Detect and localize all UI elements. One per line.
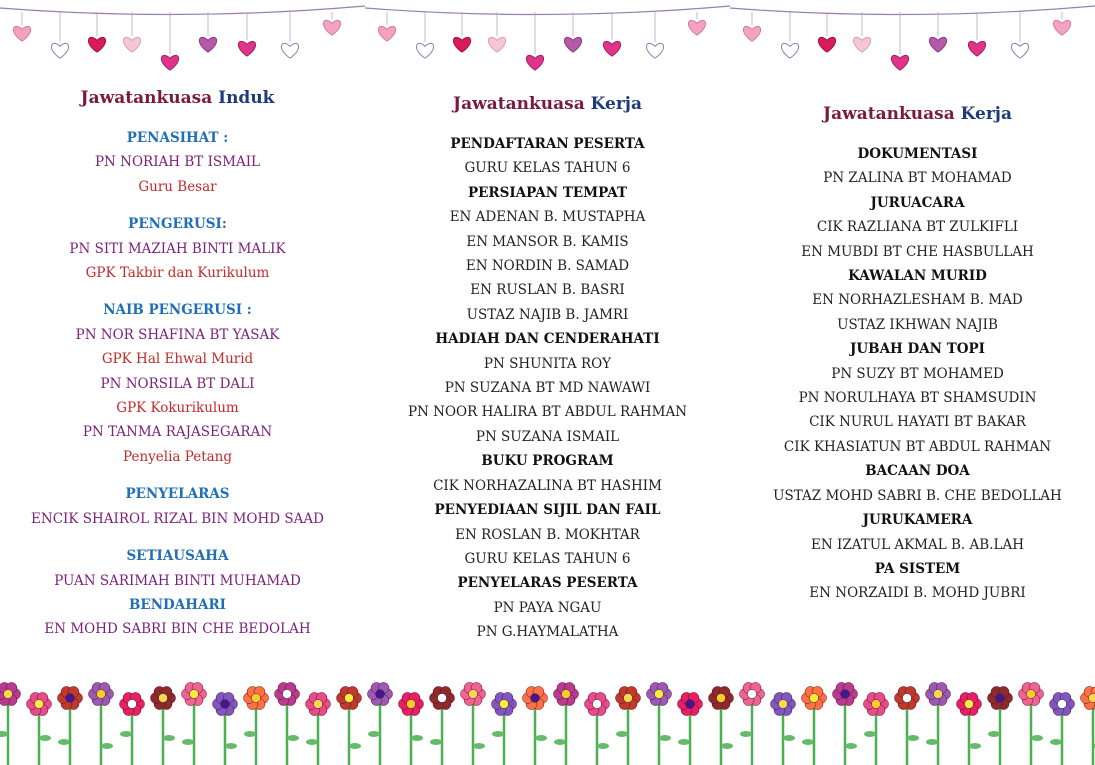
kerja-list [380, 132, 715, 645]
naib-pengerusi-heading: NAIB PENGERUSI : [103, 302, 252, 319]
heart-icon [603, 41, 620, 56]
naib-pengerusi-role: GPK Kokurikulum [116, 400, 239, 417]
committee-member: EN NORDIN B. SAMAD [465, 258, 630, 275]
committee-heading: PERSIAPAN TEMPAT [467, 184, 628, 201]
flower-icon [554, 682, 579, 705]
heart-icon [323, 20, 340, 35]
penasihat-role: Guru Besar [138, 178, 217, 195]
flower-icon [399, 692, 424, 715]
kerja-title: Jawatankuasa Kerja [453, 94, 642, 114]
committee-heading: BUKU PROGRAM [481, 453, 614, 470]
committee-heading: DOKUMENTASI [857, 146, 978, 162]
committee-heading: JURUKAMERA [862, 512, 973, 529]
heart-icon [453, 37, 470, 52]
committee-member: EN MUBDI BT CHE HASBULLAH [801, 243, 1034, 260]
committee-heading: KAWALAN MURID [848, 268, 987, 285]
penyelaras-heading: PENYELARAS [125, 486, 230, 503]
heart-icon [161, 55, 178, 70]
committee-member: CIK RAZLIANA BT ZULKIFLI [816, 219, 1019, 236]
kerja-list [745, 142, 1090, 606]
heart-icon [199, 37, 216, 52]
flower-icon [647, 682, 672, 705]
flower-icon [151, 686, 176, 709]
committee-member: PN NORULHAYA BT SHAMSUDIN [798, 390, 1037, 407]
flower-icon [306, 692, 331, 715]
committee-member: CIK KHASIATUN BT ABDUL RAHMAN [783, 438, 1052, 455]
flower-icon [120, 692, 145, 715]
committee-heading: PENDAFTARAN PESERTA [450, 136, 645, 152]
naib-pengerusi-name: PN NOR SHAFINA BT YASAK [75, 326, 280, 343]
flower-icon [802, 686, 827, 709]
committee-member: PN SUZANA ISMAIL [475, 428, 620, 445]
naib-pengerusi-role: Penyelia Petang [122, 448, 233, 465]
flower-icon [895, 686, 920, 709]
heart-icon [416, 43, 433, 58]
committee-member: EN ROSLAN B. MOKHTAR [455, 526, 640, 543]
flower-icon [1081, 686, 1095, 709]
committee-member: EN IZATUL AKMAL B. AB.LAH [811, 536, 1024, 553]
heart-icon [743, 26, 760, 41]
flower-icon [864, 692, 889, 715]
bendahari-name: EN MOHD SABRI BIN CHE BEDOLAH [44, 621, 311, 638]
bendahari-heading: BENDAHARI [129, 596, 226, 613]
committee-member: GURU KELAS TAHUN 6 [464, 160, 631, 177]
committee-member: CIK NORHAZALINA BT HASHIM [433, 477, 662, 494]
naib-pengerusi-role: GPK Hal Ehwal Murid [101, 351, 254, 368]
flower-icon [957, 692, 982, 715]
flower-icon [709, 686, 734, 709]
jawatankuasa-kerja-column-2 [745, 104, 1090, 606]
flower-icon [89, 682, 114, 705]
flower-border-decoration [0, 672, 1095, 765]
heart-icon [688, 20, 705, 35]
heart-icon [646, 43, 663, 58]
flower-icon [182, 682, 207, 705]
heart-icon [818, 37, 835, 52]
flower-icon [585, 692, 610, 715]
jawatankuasa-kerja-column-1 [380, 94, 715, 645]
committee-heading: HADIAH DAN CENDERAHATI [435, 331, 660, 348]
committee-member: PN SHUNITA ROY [483, 355, 612, 372]
induk-title: Jawatankuasa Induk [80, 88, 275, 108]
heart-icon [853, 37, 870, 52]
heart-icon [488, 37, 505, 52]
flower-icon [430, 686, 455, 709]
heart-icon [968, 41, 985, 56]
committee-heading: PA SISTEM [874, 560, 961, 577]
naib-pengerusi-name: PN NORSILA BT DALI [100, 375, 255, 392]
flower-icon [58, 686, 83, 709]
flower-icon [771, 692, 796, 715]
flower-icon [368, 682, 393, 705]
penasihat-name: PN NORIAH BT ISMAIL [94, 154, 261, 171]
heart-icon [891, 55, 908, 70]
heart-icon [88, 37, 105, 52]
heart-icon [13, 26, 30, 41]
penyelaras-name: ENCIK SHAIROL RIZAL BIN MOHD SAAD [31, 510, 324, 527]
committee-member: PN ZALINA BT MOHAMAD [823, 170, 1012, 187]
heart-icon [1053, 20, 1070, 35]
committee-heading: PENYEDIAAN SIJIL DAN FAIL [434, 502, 661, 519]
flower-icon [926, 682, 951, 705]
flower-icon [1050, 692, 1075, 715]
pengerusi-heading: PENGERUSI: [128, 216, 227, 233]
flower-icon [678, 692, 703, 715]
heart-icon [781, 43, 798, 58]
heart-icon [929, 37, 946, 52]
pengerusi-role: GPK Takbir dan Kurikulum [85, 265, 270, 282]
committee-member: USTAZ NAJIB B. JAMRI [466, 306, 629, 323]
flower-icon [988, 686, 1013, 709]
heart-icon [123, 37, 140, 52]
committee-member: EN NORHAZLESHAM B. MAD [812, 292, 1023, 309]
pengerusi-name: PN SITI MAZIAH BINTI MALIK [69, 240, 286, 257]
committee-member: PN PAYA NGAU [493, 599, 602, 616]
flower-icon [740, 682, 765, 705]
committee-member: PN SUZANA BT MD NAWAWI [444, 380, 651, 397]
committee-member: GURU KELAS TAHUN 6 [464, 550, 631, 567]
flower-icon [213, 692, 238, 715]
flower-icon [492, 692, 517, 715]
heart-icon [51, 43, 68, 58]
heart-garland-decoration [0, 0, 1095, 80]
flower-icon [0, 682, 21, 705]
committee-member: PN SUZY BT MOHAMED [831, 365, 1004, 382]
committee-heading: JUBAH DAN TOPI [850, 341, 985, 358]
committee-heading: BACAAN DOA [865, 463, 970, 480]
jawatankuasa-induk-column [10, 88, 345, 642]
flower-icon [523, 686, 548, 709]
flower-icon [27, 692, 52, 715]
flower-icon [833, 682, 858, 705]
heart-icon [526, 55, 543, 70]
flower-icon [337, 686, 362, 709]
flower-icon [616, 686, 641, 709]
penasihat-heading: PENASIHAT : [126, 130, 229, 146]
heart-icon [1011, 43, 1028, 58]
committee-member: PN NOOR HALIRA BT ABDUL RAHMAN [407, 404, 688, 421]
heart-icon [378, 26, 395, 41]
kerja-title: Jawatankuasa Kerja [823, 104, 1012, 124]
flower-icon [1019, 682, 1044, 705]
setiausaha-heading: SETIAUSAHA [126, 548, 229, 565]
committee-member: EN MANSOR B. KAMIS [466, 233, 629, 250]
committee-member: PN G.HAYMALATHA [476, 624, 619, 641]
naib-pengerusi-name: PN TANMA RAJASEGARAN [82, 424, 273, 441]
committee-heading: PENYELARAS PESERTA [457, 575, 638, 592]
committee-member: CIK NURUL HAYATI BT BAKAR [809, 414, 1026, 431]
heart-icon [281, 43, 298, 58]
flower-icon [461, 682, 486, 705]
heart-icon [564, 37, 581, 52]
committee-member: EN RUSLAN B. BASRI [470, 282, 625, 299]
setiausaha-name: PUAN SARIMAH BINTI MUHAMAD [54, 572, 301, 589]
flower-icon [275, 682, 300, 705]
committee-member: EN NORZAIDI B. MOHD JUBRI [809, 585, 1026, 602]
committee-heading: JURUACARA [870, 194, 965, 211]
heart-icon [238, 41, 255, 56]
committee-member: EN ADENAN B. MUSTAPHA [449, 209, 646, 226]
flower-icon [244, 686, 269, 709]
committee-member: USTAZ MOHD SABRI B. CHE BEDOLLAH [773, 487, 1062, 504]
committee-member: USTAZ IKHWAN NAJIB [837, 316, 998, 333]
